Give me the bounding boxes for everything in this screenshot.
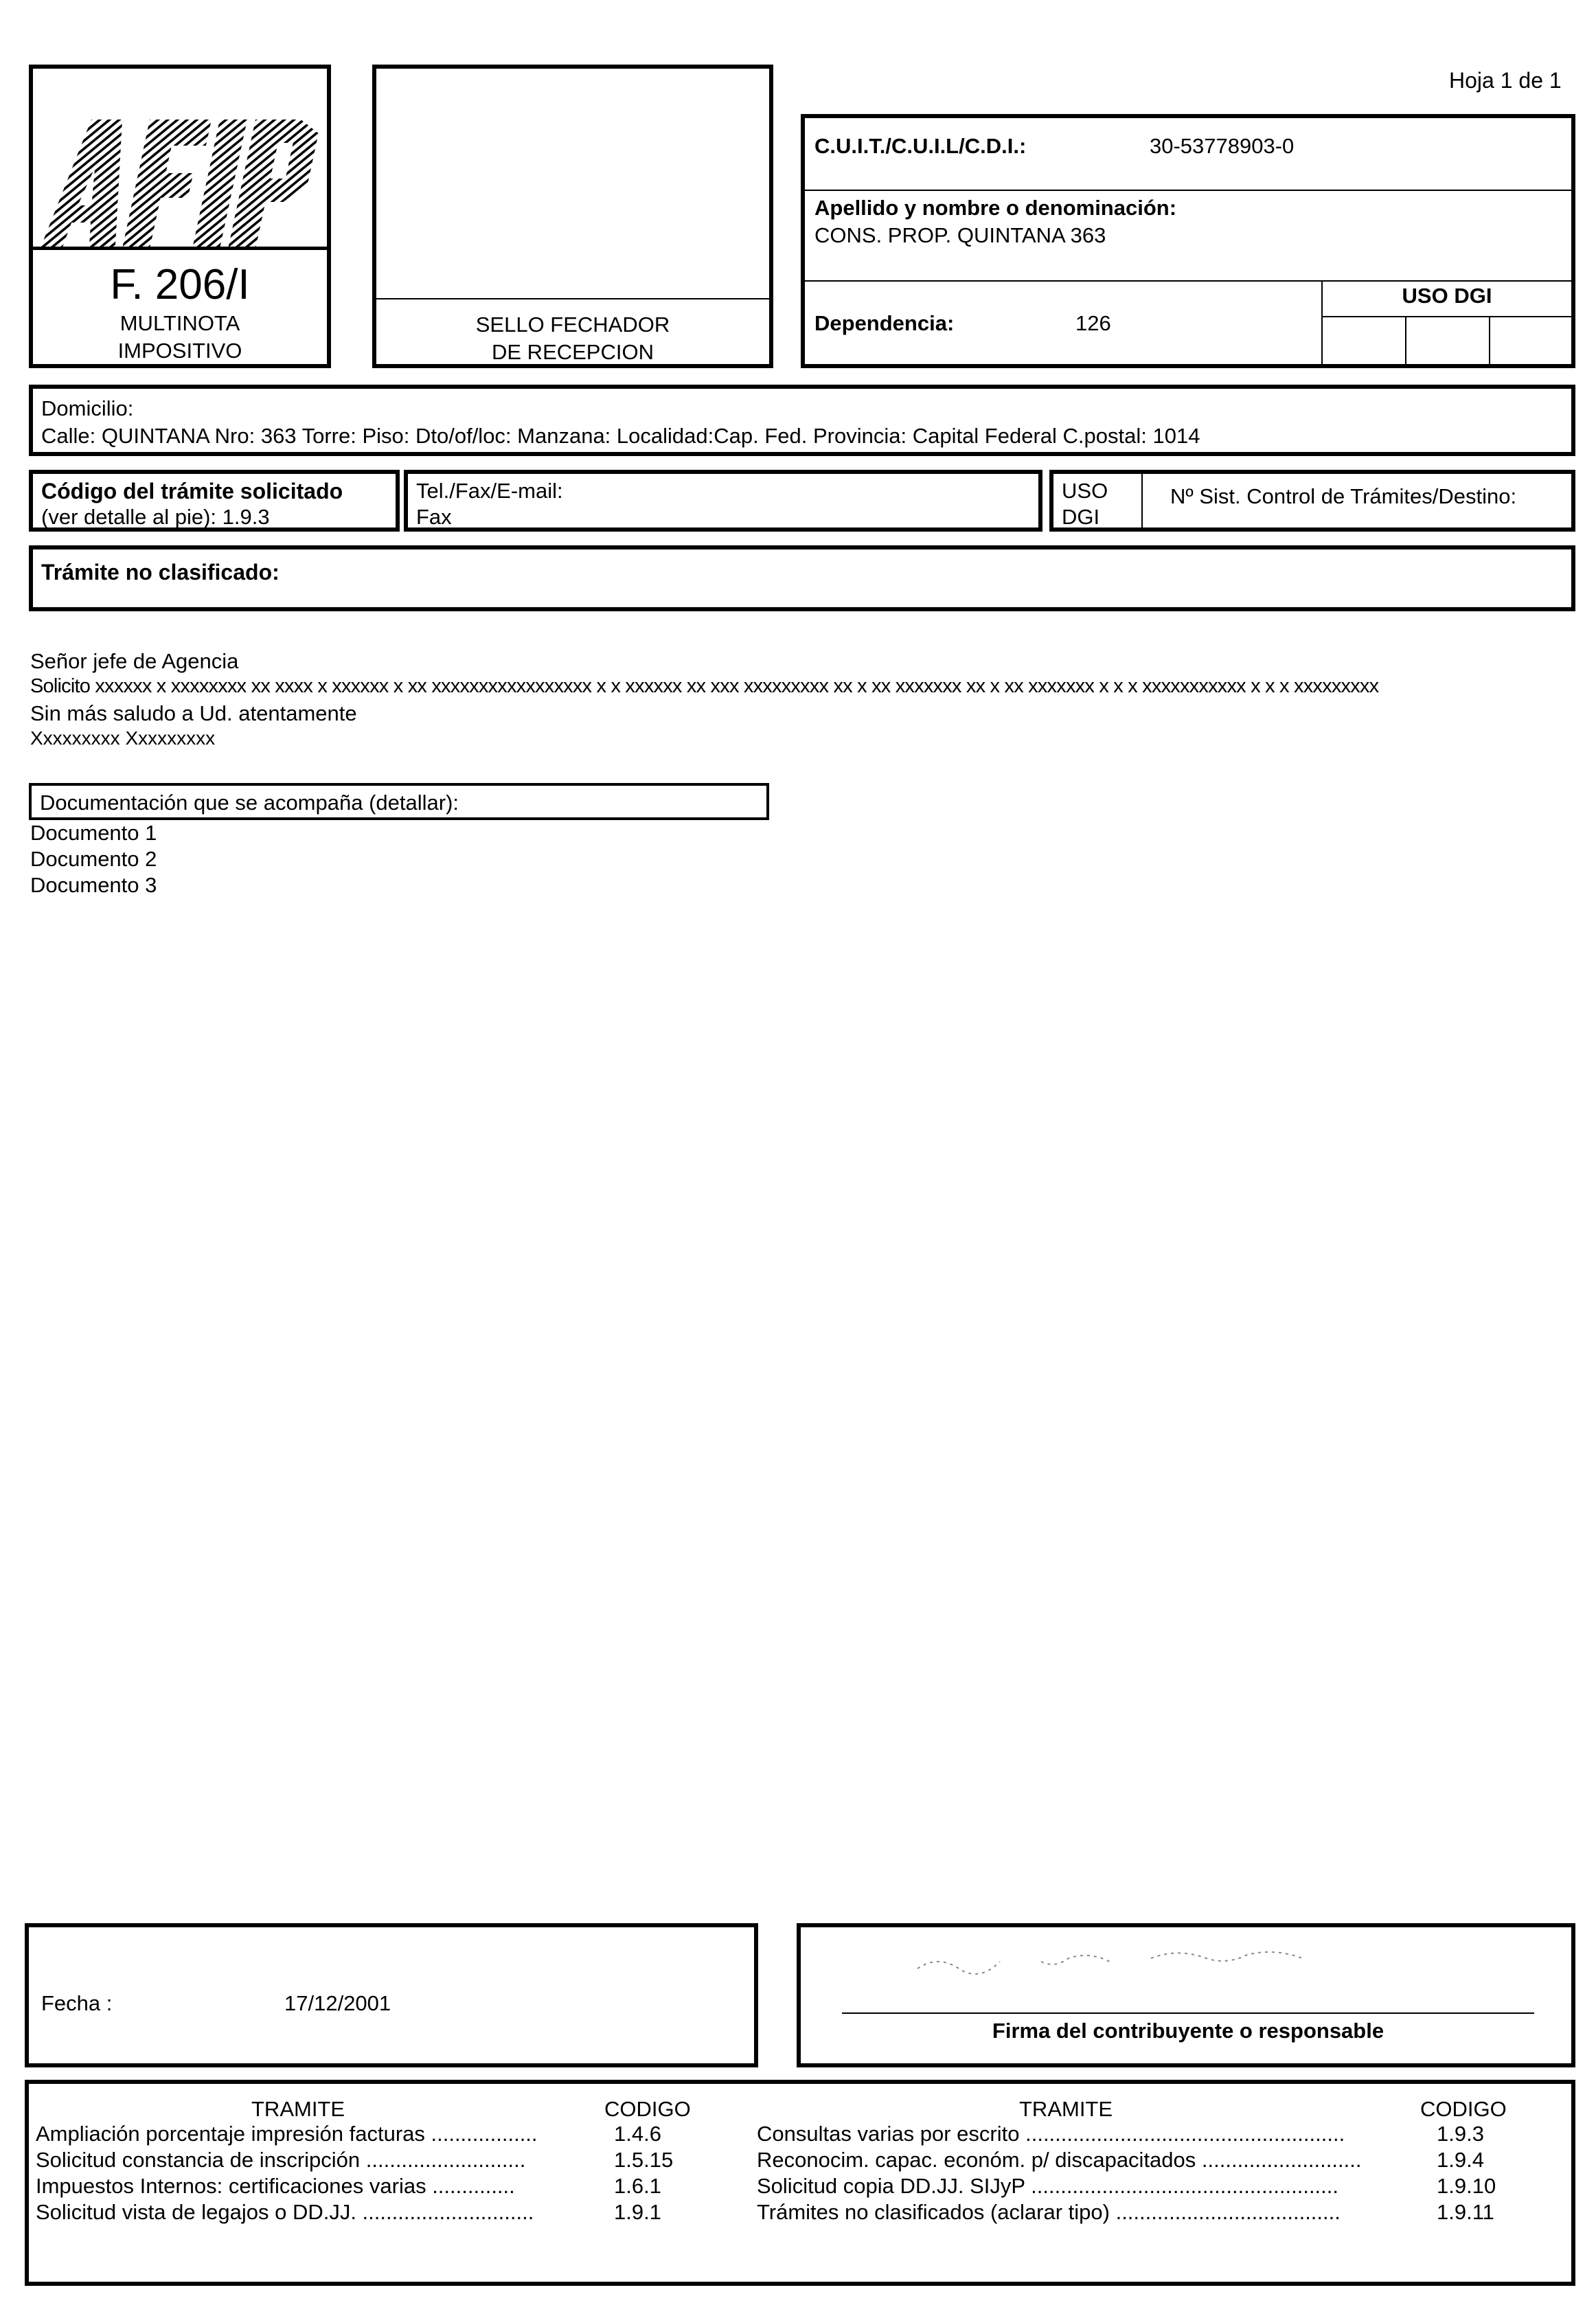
domicilio-box bbox=[29, 385, 1575, 456]
codes-row-codigo: 1.6.1 bbox=[614, 2174, 661, 2198]
sheet-indicator: Hoja 1 de 1 bbox=[1449, 68, 1562, 93]
contact-value: Fax bbox=[416, 505, 452, 529]
no-clasificado-box bbox=[29, 545, 1575, 611]
codes-row-tramite: Impuestos Internos: certificaciones varias .............. bbox=[36, 2174, 515, 2198]
documentation-label: Documentación que se acompaña (detallar): bbox=[40, 791, 459, 815]
uso-dgi-cell-2 bbox=[1489, 316, 1490, 364]
afip-logo bbox=[33, 69, 327, 250]
documentation-item: Documento 1 bbox=[30, 821, 157, 845]
dependencia-value: 126 bbox=[1075, 311, 1111, 335]
codes-row-codigo: 1.9.11 bbox=[1437, 2200, 1494, 2224]
letter-signature: Xxxxxxxxx Xxxxxxxxx bbox=[30, 727, 216, 749]
documentation-label-box bbox=[29, 783, 769, 820]
name-label: Apellido y nombre o denominación: bbox=[814, 196, 1177, 220]
form-code: F. 206/I bbox=[110, 261, 250, 308]
codes-row-tramite: Solicitud vista de legajos o DD.JJ. ............................. bbox=[36, 2200, 534, 2224]
codes-row-tramite: Consultas varias por escrito ...................................................... bbox=[757, 2122, 1345, 2146]
tramite-code-detail: (ver detalle al pie): 1.9.3 bbox=[41, 505, 270, 529]
uso-dgi-row-divider bbox=[1141, 474, 1143, 527]
no-clasificado-label: Trámite no clasificado: bbox=[41, 560, 280, 585]
codes-row-codigo: 1.4.6 bbox=[614, 2122, 661, 2146]
reception-stamp-box bbox=[372, 65, 773, 368]
form-name-line2: IMPOSITIVO bbox=[117, 339, 242, 363]
taxpayer-box bbox=[801, 114, 1575, 368]
contact-label: Tel./Fax/E-mail: bbox=[416, 479, 563, 503]
domicilio-label: Domicilio: bbox=[41, 396, 134, 420]
codes-right-header-tramite: TRAMITE bbox=[1019, 2097, 1113, 2121]
domicilio-value: Calle: QUINTANA Nro: 363 Torre: Piso: Dto/of/loc: Manzana: Localidad:Cap. Fed. Provincia: Capital Federal C.postal: 1014 bbox=[41, 424, 1200, 448]
firma-box bbox=[797, 1923, 1575, 2067]
uso-dgi-row-label-1: USO bbox=[1062, 479, 1108, 503]
codes-left-header-tramite: TRAMITE bbox=[251, 2097, 345, 2121]
contact-box bbox=[404, 470, 1042, 532]
form-id-box bbox=[29, 65, 331, 368]
uso-dgi-box bbox=[1049, 470, 1575, 532]
codes-row-codigo: 1.9.1 bbox=[614, 2200, 661, 2224]
codes-row-tramite: Trámites no clasificados (aclarar tipo) ...................................... bbox=[757, 2200, 1341, 2224]
letter-closing: Sin más saludo a Ud. atentamente bbox=[30, 701, 357, 725]
codes-row-tramite: Solicitud copia DD.JJ. SIJyP .................................................... bbox=[757, 2174, 1339, 2198]
tramite-code-box bbox=[29, 470, 400, 532]
uso-dgi-cell-1 bbox=[1405, 316, 1406, 364]
codes-row-codigo: 1.5.15 bbox=[614, 2148, 674, 2172]
control-label: Nº Sist. Control de Trámites/Destino: bbox=[1170, 484, 1517, 508]
codes-table bbox=[25, 2080, 1575, 2286]
codes-row-tramite: Reconocim. capac. económ. p/ discapacitados ........................... bbox=[757, 2148, 1362, 2172]
taxpayer-divider-1 bbox=[805, 190, 1571, 191]
letter-greeting: Señor jefe de Agencia bbox=[30, 649, 239, 673]
name-value: CONS. PROP. QUINTANA 363 bbox=[814, 223, 1106, 247]
stamp-label-line2: DE RECEPCION bbox=[492, 340, 654, 364]
codes-left-header-codigo: CODIGO bbox=[604, 2097, 691, 2121]
codes-row-tramite: Ampliación porcentaje impresión facturas .................. bbox=[36, 2122, 538, 2146]
signature-scribble bbox=[904, 1941, 1384, 1982]
codes-row-tramite: Solicitud constancia de inscripción ........................... bbox=[36, 2148, 526, 2172]
afip-logo-icon bbox=[33, 69, 327, 247]
cuit-label: C.U.I.T./C.U.I.L/C.D.I.: bbox=[814, 134, 1027, 158]
dependencia-label: Dependencia: bbox=[814, 311, 955, 335]
letter-body: Solicito xxxxxx x xxxxxxxx xx xxxx x xxxxxx x xx xxxxxxxxxxxxxxxxx x x xxxxxx xx xxx xxxxxxxxx xx x xx xxxxxxx xx x xx xxxxxxx x x x xxxxxxxxxxx x x x xxxxxxxxx bbox=[30, 675, 1379, 697]
codes-row-codigo: 1.9.10 bbox=[1437, 2174, 1496, 2198]
logo-text: AFIP bbox=[178, 233, 182, 234]
codes-right-header-codigo: CODIGO bbox=[1420, 2097, 1507, 2121]
codes-row-codigo: 1.9.3 bbox=[1437, 2122, 1484, 2146]
documentation-item: Documento 2 bbox=[30, 847, 157, 871]
form-name-line1: MULTINOTA bbox=[119, 311, 240, 335]
uso-dgi-row-label-2: DGI bbox=[1062, 505, 1100, 529]
taxpayer-divider-2 bbox=[805, 280, 1571, 282]
fecha-label: Fecha : bbox=[41, 1991, 113, 2015]
documentation-item: Documento 3 bbox=[30, 873, 157, 897]
stamp-divider bbox=[376, 298, 769, 299]
fecha-box bbox=[25, 1923, 758, 2067]
stamp-label-line1: SELLO FECHADOR bbox=[475, 313, 670, 337]
uso-dgi-divider bbox=[1321, 316, 1571, 317]
codes-row-codigo: 1.9.4 bbox=[1437, 2148, 1484, 2172]
fecha-value: 17/12/2001 bbox=[284, 1991, 391, 2015]
firma-line bbox=[842, 2012, 1534, 2014]
tramite-code-label: Código del trámite solicitado bbox=[41, 479, 343, 503]
uso-dgi-label: USO DGI bbox=[1402, 284, 1492, 308]
cuit-value: 30-53778903-0 bbox=[1150, 134, 1295, 158]
firma-label: Firma del contribuyente o responsable bbox=[992, 2019, 1384, 2043]
